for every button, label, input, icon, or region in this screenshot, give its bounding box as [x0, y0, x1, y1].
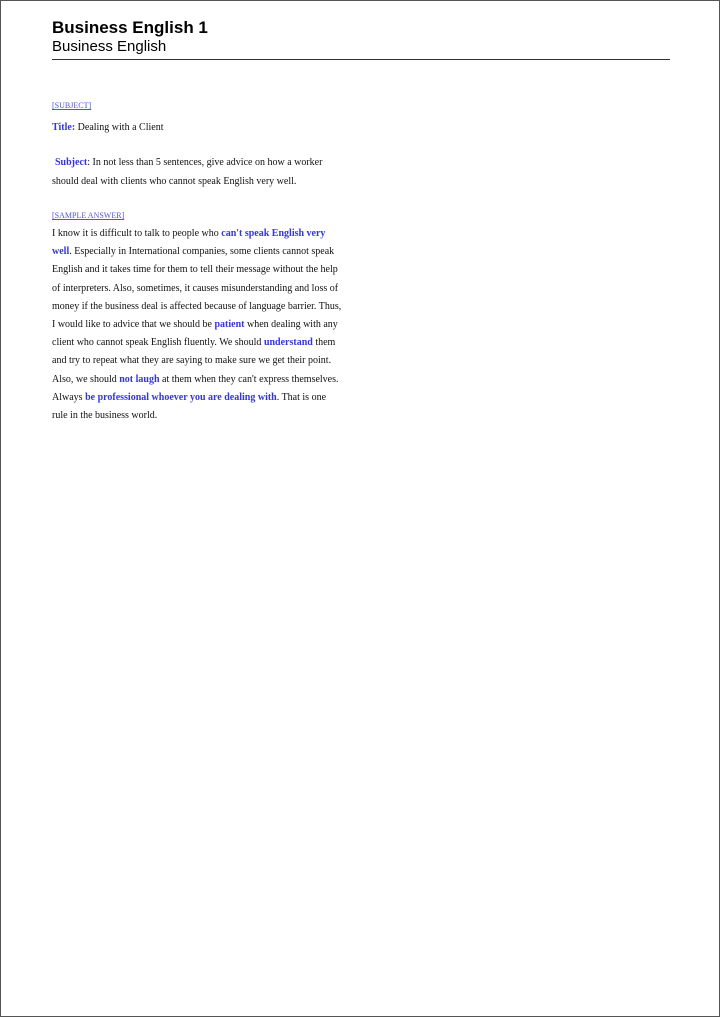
title-label: Title: — [52, 122, 76, 134]
answer-text-4: them and try to repeat what they are saying to make sure we get their point. Also, we should — [52, 337, 336, 385]
title-line — [52, 119, 342, 137]
document-subtitle: Business English — [52, 38, 167, 55]
answer-highlight-2: patient — [214, 319, 245, 331]
document-title: Business English 1 — [52, 18, 208, 37]
sample-answer-paragraph — [52, 225, 342, 425]
answer-highlight-4: not laugh — [119, 373, 160, 385]
subject-label: Subject — [55, 157, 88, 169]
answer-text-5: at them when they can't express themselves. Always — [52, 373, 339, 403]
document-body — [52, 97, 342, 425]
sample-answer-tag-link[interactable]: [SAMPLE ANSWER] — [52, 210, 125, 220]
answer-text-3: when dealing with any client who cannot speak English fluently. We should — [52, 319, 338, 349]
answer-highlight-3: understand — [263, 337, 313, 349]
subject-tag-link[interactable]: [SUBJECT] — [52, 101, 92, 110]
page-header — [52, 18, 670, 60]
answer-text-2: . Especially in International companies, some clients cannot speak English and it takes time for them to tell their message without the help of interpreters. Also, sometimes, it causes misunderstanding and loss of money if the business deal is affected because of language barrier. Thus, I would like to advice that we should be — [52, 246, 342, 331]
answer-highlight-5: be professional whoever you are dealing with — [85, 391, 277, 403]
answer-highlight-1: can't speak English very well — [52, 228, 326, 258]
subject-text: In not less than 5 sentences, give advice on how a worker should deal with clients who cannot speak English very well. — [52, 157, 323, 187]
subject-colon: : — [87, 157, 91, 169]
answer-text-1: I know it is difficult to talk to people who — [52, 228, 222, 240]
answer-text-6: . That is one rule in the business world. — [52, 391, 327, 422]
title-value: Dealing with a Client — [77, 122, 164, 134]
subject-paragraph — [52, 154, 342, 190]
